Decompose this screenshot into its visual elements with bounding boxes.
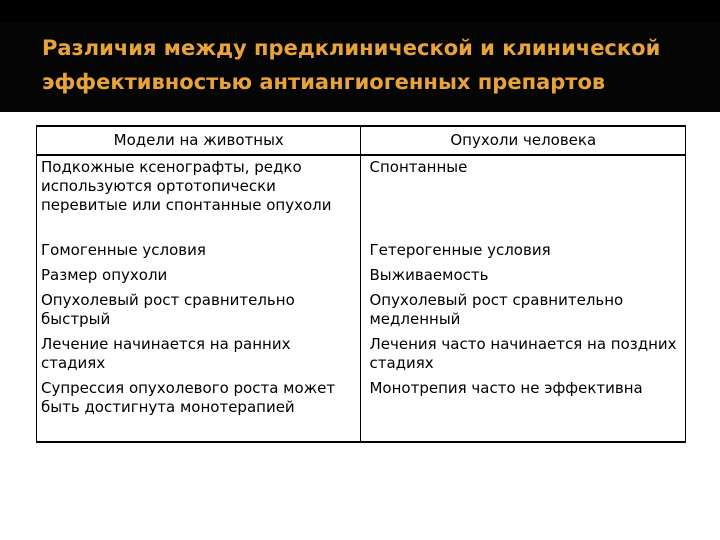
- cell-human: Монотрепия часто не эффективна: [361, 377, 686, 442]
- table-row: [37, 155, 686, 239]
- comparison-table: [36, 125, 686, 443]
- table-row: [37, 289, 686, 333]
- cell-animal: Лечение начинается на ранних стадиях: [37, 333, 361, 377]
- slide-title-line-2: эффективностью антиангиогенных препартов: [42, 70, 606, 94]
- cell-human: Выживаемость: [361, 264, 686, 289]
- table-row: [37, 377, 686, 442]
- cell-animal: Опухолевый рост сравнительно быстрый: [37, 289, 361, 333]
- cell-human: Лечения часто начинается на поздних стадиях: [361, 333, 686, 377]
- cell-animal: Гомогенные условия: [37, 239, 361, 264]
- cell-human: Опухолевый рост сравнительно медленный: [361, 289, 686, 333]
- table-row: [37, 239, 686, 264]
- content-area: [0, 112, 720, 540]
- table-row: [37, 333, 686, 377]
- slide-title: [42, 31, 702, 99]
- cell-animal: Размер опухоли: [37, 264, 361, 289]
- header-animal-models: Модели на животных: [37, 126, 361, 155]
- cell-human: Гетерогенные условия: [361, 239, 686, 264]
- cell-animal: Супрессия опухолевого роста может быть достигнута монотерапией: [37, 377, 361, 442]
- cell-human: Спонтанные: [361, 155, 686, 239]
- cell-animal: Подкожные ксенографты, редко используются ортотопически перевитые или спонтанные опухоли: [37, 155, 361, 239]
- slide-title-line-1: Различия между предклинической и клинической: [42, 36, 661, 60]
- header-human-tumors: Опухоли человека: [361, 126, 686, 155]
- table-header-row: [37, 126, 686, 155]
- table-row: [37, 264, 686, 289]
